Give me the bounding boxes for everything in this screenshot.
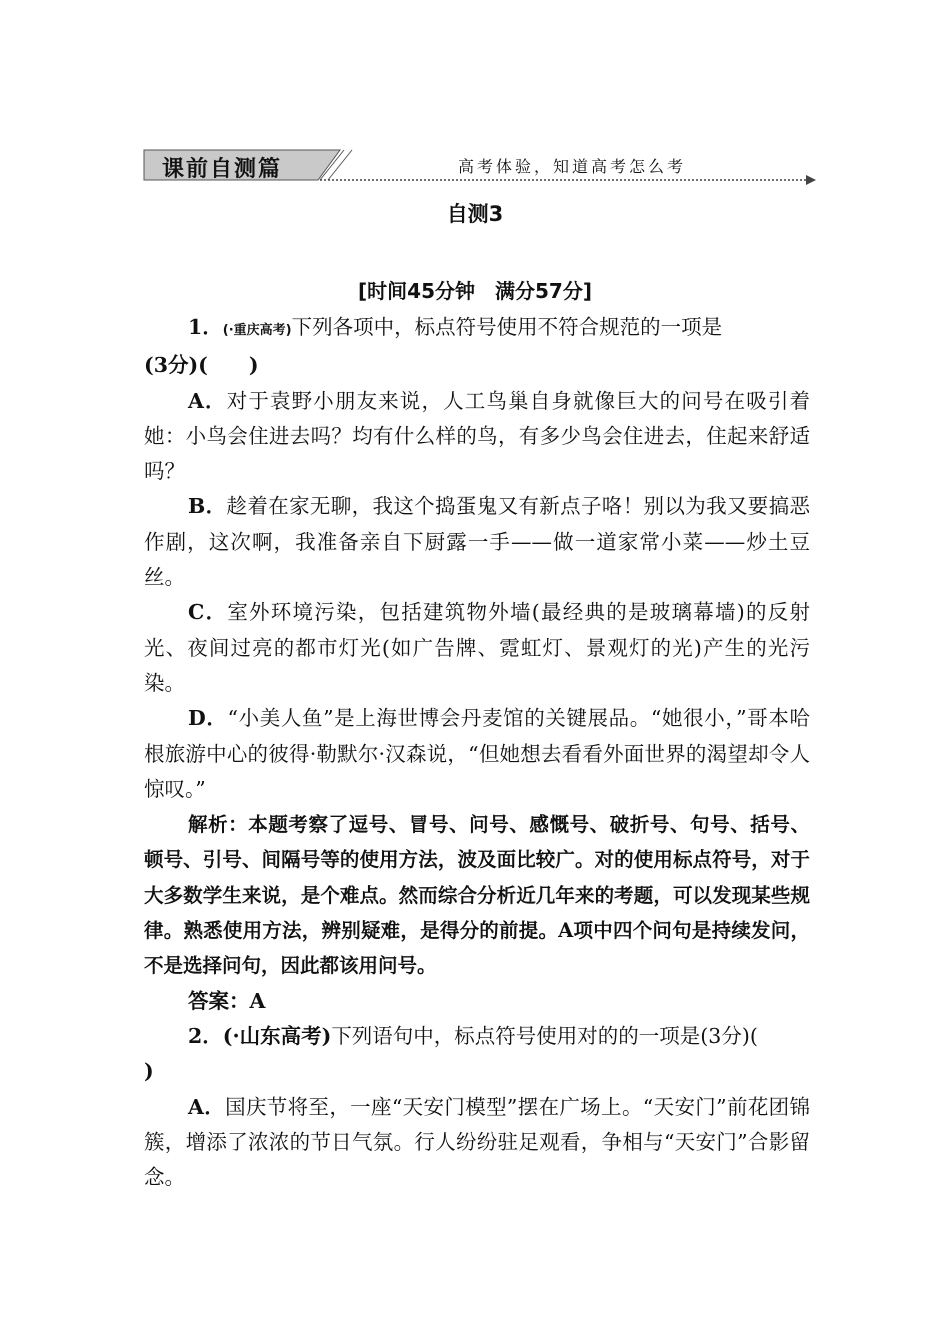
question-2-stem: 2．(·山东高考)下列语句中，标点符号使用对的的一项是(3分)( xyxy=(188,1023,758,1048)
question-1-number: 1． xyxy=(188,315,223,339)
question-1-answer: 答案：A xyxy=(188,988,266,1013)
question-1-stem: 1．(·重庆高考)下列各项中，标点符号使用不符合规范的一项是 xyxy=(188,315,723,339)
question-2-number: 2． xyxy=(188,1023,223,1048)
question-2-score: ) xyxy=(144,1059,154,1084)
time-info: [时间45分钟 满分57分] xyxy=(358,279,592,303)
question-2-option-a: A．国庆节将至，一座“天安门模型”摆在广场上。“天安门”前花团锦簇，增添了浓浓的节日气氛。行人纷纷驻足观看，争相与“天安门”合影留念。 xyxy=(144,1094,811,1190)
question-1-option-d: D．“小美人鱼”是上海世博会丹麦馆的关键展品。“她很小，”哥本哈根旅游中心的彼得·勒默尔·汉森说，“但她想去看看外面世界的渴望却令人惊叹。” xyxy=(144,706,811,801)
question-1-option-c: C．室外环境污染，包括建筑物外墙(最经典的是玻璃幕墙)的反射光、夜间过亮的都市灯光(如广告牌、霓虹灯、景观灯的光)产生的光污染。 xyxy=(144,600,810,695)
section-banner xyxy=(140,146,820,186)
question-1-score: (3分)( ) xyxy=(144,353,259,378)
section-slogan: 高考体验，知道高考怎么考 xyxy=(458,157,687,176)
section-title: 课前自测篇 xyxy=(162,157,283,182)
test-title: 自测3 xyxy=(446,202,504,226)
question-1-analysis: 解析：本题考察了逗号、冒号、问号、感慨号、破折号、句号、括号、顿号、引号、间隔号等的使用方法，波及面比较广。对的使用标点符号，对于大多数学生来说，是个难点。然而综合分析近几年来的考题，可以发现某些规律。熟悉使用方法，辨别疑难，是得分的前提。A项中四个问句是持续发问，不是选择问句，因此都该用问号。 xyxy=(144,813,810,978)
question-1-option-a: A．对于袁野小朋友来说，人工鸟巢自身就像巨大的问号在吸引着她：小鸟会住进去吗？均有什么样的鸟，有多少鸟会住进去，住起来舒适吗？ xyxy=(144,388,811,484)
document-body xyxy=(144,310,810,1195)
question-1-option-b: B．趁着在家无聊，我这个捣蛋鬼又有新点子咯！别以为我又要搞恶作剧，这次啊，我准备亲自下厨露一手——做一道家常小菜——炒土豆丝。 xyxy=(144,494,810,590)
